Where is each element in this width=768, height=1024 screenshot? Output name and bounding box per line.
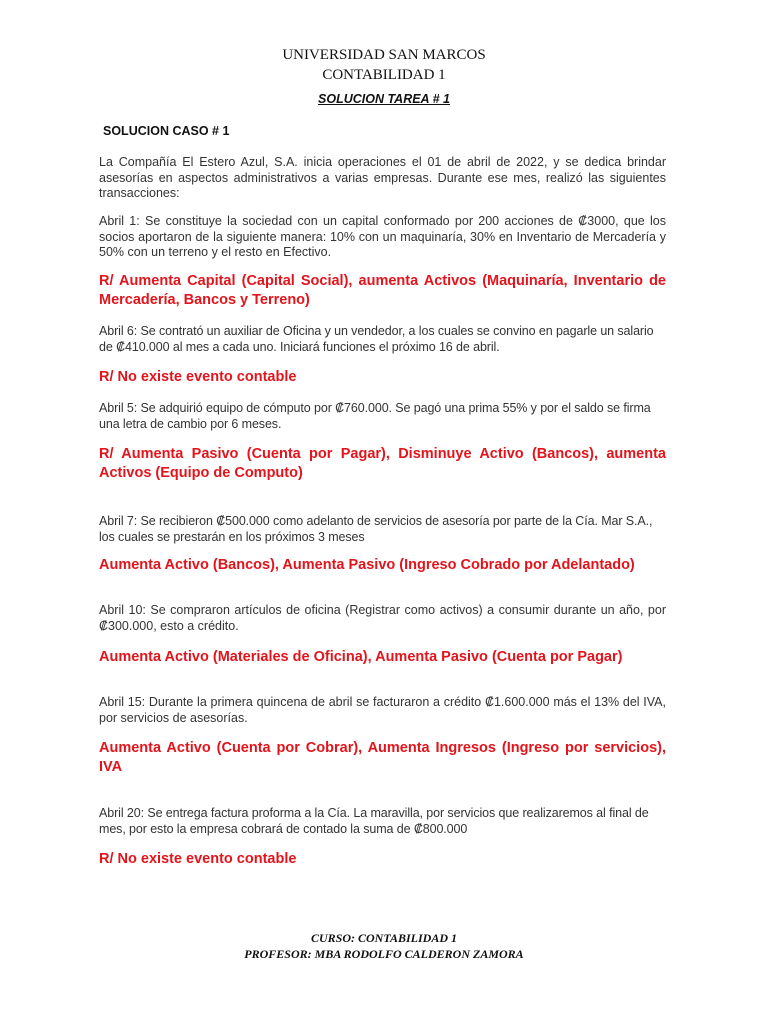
assignment-subtitle: SOLUCION TAREA # 1 xyxy=(318,92,450,106)
transaction-answer: R/ No existe evento contable xyxy=(99,369,297,385)
case-title: SOLUCION CASO # 1 xyxy=(103,124,230,138)
transaction-text: Abril 7: Se recibieron ₡500.000 como adelanto de servicios de asesoría por parte de la Cía. Mar S.A., los cuales se prestarán en los próximos 3 meses xyxy=(99,514,653,544)
university-title: UNIVERSIDAD SAN MARCOS xyxy=(282,47,486,63)
transaction-text: Abril 6: Se contrató un auxiliar de Oficina y un vendedor, a los cuales se convino en pagarle un salario de ₡410.000 al mes a cada uno. Iniciará funciones el próximo 16 de abril. xyxy=(99,324,654,354)
transaction-text: Abril 1: Se constituye la sociedad con un capital conformado por 200 acciones de ₡3000, que los socios aportaron de la siguiente manera: 10% con un maquinaría, 30% en Inventario de Mercadería y 50% con un terreno y el resto en Efectivo. xyxy=(99,214,666,259)
intro-paragraph: La Compañía El Estero Azul, S.A. inicia operaciones el 01 de abril de 2022, y se dedica brindar asesorías en aspectos administrativos a varias empresas. Durante ese mes, realizó las siguientes transacciones: xyxy=(99,155,666,200)
footer-professor: PROFESOR: MBA RODOLFO CALDERON ZAMORA xyxy=(244,947,524,961)
transaction-answer: Aumenta Activo (Bancos), Aumenta Pasivo (Ingreso Cobrado por Adelantado) xyxy=(99,557,635,573)
transaction-text: Abril 15: Durante la primera quincena de abril se facturaron a crédito ₡1.600.000 más el 13% del IVA, por servicios de asesorías. xyxy=(99,695,666,725)
course-title: CONTABILIDAD 1 xyxy=(322,67,446,83)
transaction-answer: Aumenta Activo (Cuenta por Cobrar), Aumenta Ingresos (Ingreso por servicios), IVA xyxy=(99,740,666,775)
footer-course: CURSO: CONTABILIDAD 1 xyxy=(310,931,458,945)
transaction-text: Abril 5: Se adquirió equipo de cómputo por ₡760.000. Se pagó una prima 55% y por el saldo se firma una letra de cambio por 6 meses. xyxy=(99,401,651,431)
transaction-text: Abril 10: Se compraron artículos de oficina (Registrar como activos) a consumir durante un año, por ₡300.000, esto a crédito. xyxy=(99,603,666,633)
transaction-answer: R/ No existe evento contable xyxy=(99,851,297,867)
transaction-answer: R/ Aumenta Capital (Capital Social), aumenta Activos (Maquinaría, Inventario de Mercadería, Bancos y Terreno) xyxy=(99,273,666,308)
transaction-answer: Aumenta Activo (Materiales de Oficina), Aumenta Pasivo (Cuenta por Pagar) xyxy=(99,649,623,665)
transaction-answer: R/ Aumenta Pasivo (Cuenta por Pagar), Disminuye Activo (Bancos), aumenta Activos (Equipo de Computo) xyxy=(99,446,666,481)
transaction-text: Abril 20: Se entrega factura proforma a la Cía. La maravilla, por servicios que realizaremos al final de mes, por esto la empresa cobrará de contado la suma de ₡800.000 xyxy=(99,806,649,836)
